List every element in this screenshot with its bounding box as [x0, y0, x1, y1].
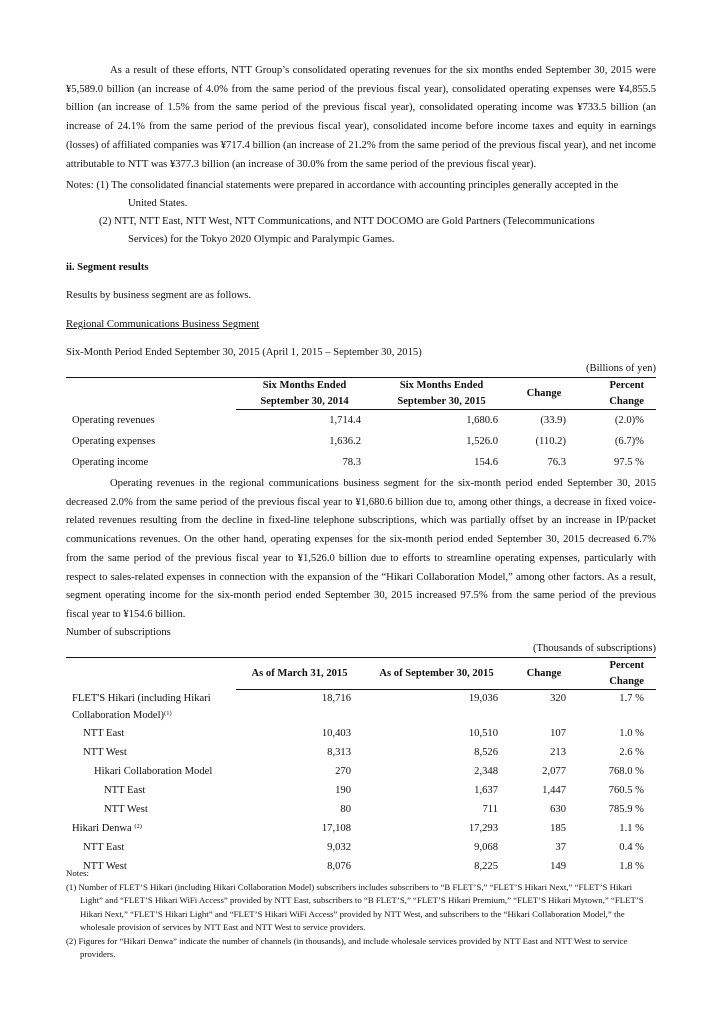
table-row: NTT East 10,403 10,510 107 1.0 %	[83, 727, 644, 739]
table-row: NTT West 80 711 630 785.9 %	[104, 803, 644, 815]
table-row: Operating revenues 1,714.4 1,680.6 (33.9) (2.0)%	[72, 414, 644, 426]
footnotes	[66, 867, 656, 962]
table-row: NTT East 9,032 9,068 37 0.4 %	[83, 841, 644, 853]
table1-col-percent: Percent Change	[578, 378, 656, 410]
table-row: Operating expenses 1,636.2 1,526.0 (110.2) (6.7)%	[72, 435, 644, 447]
table1-unit: (Billions of yen)	[585, 363, 656, 374]
table1-corner	[66, 378, 236, 410]
table-row: NTT West 8,313 8,526 213 2.6 %	[83, 746, 644, 758]
table2-unit: (Thousands of subscriptions)	[533, 643, 656, 654]
table2-col-september: As of September 30, 2015	[363, 658, 510, 690]
subscriptions-title: Number of subscriptions	[66, 627, 171, 638]
segment-results-table	[66, 377, 656, 473]
segment-intro: Results by business segment are as follows.	[66, 290, 252, 301]
table1-col-2014: Six Months Ended September 30, 2014	[236, 378, 373, 410]
table-row: NTT West 8,076 8,225 149 1.8 %	[83, 860, 644, 872]
note-1-text: (1) The consolidated financial statements were prepared in accordance with accounting principles generally accepted in the	[96, 180, 619, 191]
footnote-2: (2) Figures for “Hikari Denwa” indicate the number of channels (in thousands), and include wholesale services provided by NTT East and NTT West to service providers.	[66, 935, 628, 959]
notes-label: Notes:	[66, 180, 94, 191]
intro-paragraph: As a result of these efforts, NTT Group’s consolidated operating revenues for the six months ended September 30, 2015 were ¥5,589.0 billion (an increase of 4.0% from the same period of the previous fiscal year), consolidated operating expenses were ¥4,855.5 billion (an increase of 1.5% from the same period of the previous fiscal year), consolidated operating income was ¥733.5 billion (an increase of 24.1% from the same period of the previous fiscal year), consolidated income before income taxes and equity in earnings (losses) of affiliated companies was ¥717.4 billion (an increase of 21.2% from the same period of the previous fiscal year), and net income attributable to NTT was ¥377.3 billion (an increase of 30.0% from the same period of the previous fiscal year).	[66, 65, 656, 170]
table1-col-2015: Six Months Ended September 30, 2015	[373, 378, 510, 410]
period-line: Six-Month Period Ended September 30, 2015 (April 1, 2015 – September 30, 2015)	[66, 347, 422, 358]
table2-col-change: Change	[510, 658, 578, 690]
table2-col-march: As of March 31, 2015	[236, 658, 363, 690]
note-1-line-a	[66, 177, 656, 195]
footnotes-label: Notes:	[66, 868, 89, 878]
table-row: Hikari Denwa $^{(2)}$ 17,108 17,293 185 1.1 %	[72, 822, 644, 834]
note-1-line-b: United States.	[128, 198, 188, 209]
table2-corner	[66, 658, 236, 690]
analysis-paragraph: Operating revenues in the regional communications business segment for the six-month period ended September 30, 2015 decreased 2.0% from the same period of the previous fiscal year to ¥1,680.6 billion due to, among other things, a decrease in fixed voice-related revenues resulting from the decline in fixed-line telephone subscriptions, which was partially offset by an increase in IP/packet communications revenues. On the other hand, operating expenses for the six-month period ended September 30, 2015 decreased 6.7% from the same period of the previous fiscal year to ¥1,526.0 billion due to efforts to streamline operating expenses, particularly with respect to sales-related expenses in connection with the expansion of the “Hikari Collaboration Model,” among other factors. As a result, segment operating income for the six-month period ended September 30, 2015 increased 97.5% from the same period of the previous fiscal year to ¥154.6 billion.	[66, 478, 656, 620]
table2-col-percent: Percent Change	[578, 658, 656, 690]
note-2-line-b: Services) for the Tokyo 2020 Olympic and Paralympic Games.	[128, 234, 395, 245]
notes-top	[66, 177, 656, 249]
table-row: NTT East 190 1,637 1,447 760.5 %	[104, 784, 644, 796]
section-heading: ii. Segment results	[66, 262, 149, 273]
table1-col-change: Change	[510, 378, 578, 410]
footnote-1: (1) Number of FLET’S Hikari (including Hikari Collaboration Model) subscribers includes subscribers to “B FLET’S,” “FLET’S Hikari Next,” “FLET’S Hikari Light” and “FLET’S Hikari WiFi Access” provided by NTT East, subscribers to “B FLET’S,” “FLET’S Hikari Premium,” “FLET’S Hikari Mytown,” “FLET’S Hikari Next,” “FLET’S Hikari Light” and “FLET’S Hikari WiFi Access” provided by NTT West, and subscribers to the “Hikari Collaboration Model,” the wholesale provision of services by NTT East and NTT West to service providers.	[66, 881, 644, 932]
table-row: Operating income 78.3 154.6 76.3 97.5 %	[72, 456, 644, 468]
note-2-line-a: (2) NTT, NTT East, NTT West, NTT Communications, and NTT DOCOMO are Gold Partners (Telecommunications	[99, 216, 595, 227]
table-row-continuation: Collaboration Model)$^{(1)}$	[72, 709, 172, 721]
subscriptions-table	[66, 657, 656, 876]
table-row: FLET'S Hikari (including Hikari 18,716 19,036 320 1.7 %	[72, 692, 644, 704]
table-row: Hikari Collaboration Model 270 2,348 2,077 768.0 %	[94, 765, 644, 777]
segment-title: Regional Communications Business Segment	[66, 319, 260, 330]
